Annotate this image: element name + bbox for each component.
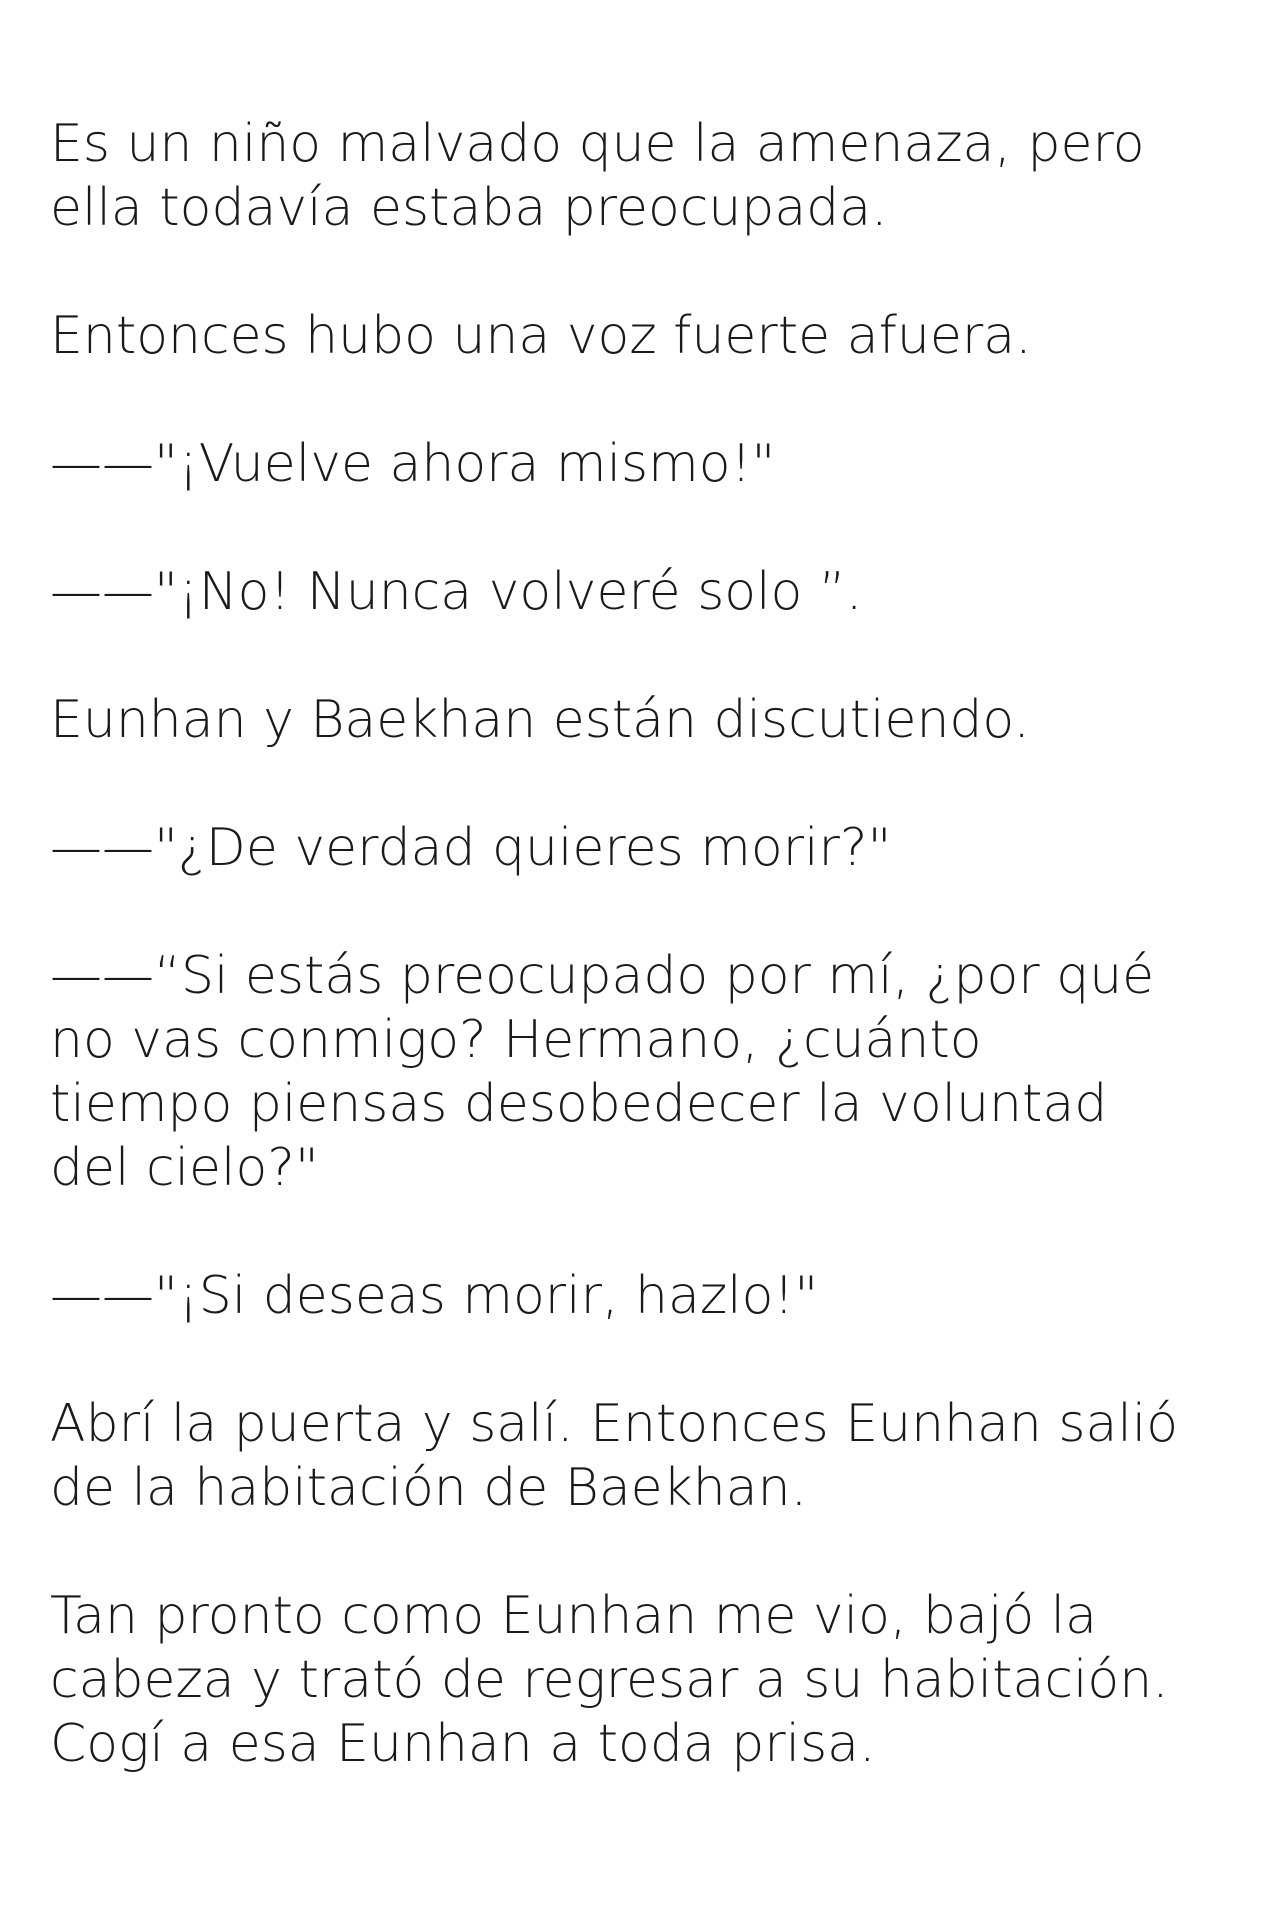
text-line: ——"¿De verdad quieres morir?" [50, 818, 892, 878]
text-line: Cogí a esa Eunhan a toda prisa. [50, 1714, 876, 1774]
text-line: Entonces hubo una voz fuerte afuera. [50, 306, 1032, 366]
paragraph-3 [50, 688, 1230, 752]
text-line: cabeza y trató de regresar a su habitación. [50, 1650, 1169, 1710]
dialogue-5 [50, 1264, 1230, 1328]
text-line: Eunhan y Baekhan están discutiendo. [50, 690, 1030, 750]
text-line: tiempo piensas desobedecer la voluntad [50, 1074, 1108, 1134]
text-line: del cielo?" [50, 1138, 319, 1198]
text-line: no vas conmigo? Hermano, ¿cuánto [50, 1010, 982, 1070]
dialogue-4 [50, 944, 1230, 1200]
paragraph-4 [50, 1392, 1230, 1520]
text-line: ——"¡No! Nunca volveré solo ”. [50, 562, 863, 622]
paragraph-5 [50, 1584, 1230, 1776]
dialogue-3 [50, 816, 1230, 880]
paragraph-2 [50, 304, 1230, 368]
text-line: ——“Si estás preocupado por mí, ¿por qué [50, 946, 1155, 1006]
text-line: de la habitación de Baekhan. [50, 1458, 808, 1518]
dialogue-2 [50, 560, 1230, 624]
text-line: Tan pronto como Eunhan me vio, bajó la [50, 1586, 1097, 1646]
text-line: ——"¡Si deseas morir, hazlo!" [50, 1266, 819, 1326]
text-line: Es un niño malvado que la amenaza, pero [50, 114, 1145, 174]
story-page [50, 112, 1230, 1776]
paragraph-1 [50, 112, 1230, 240]
text-line: ella todavía estaba preocupada. [50, 178, 888, 238]
text-line: Abrí la puerta y salí. Entonces Eunhan salió [50, 1394, 1179, 1454]
dialogue-1 [50, 432, 1230, 496]
text-line: ——"¡Vuelve ahora mismo!" [50, 434, 776, 494]
